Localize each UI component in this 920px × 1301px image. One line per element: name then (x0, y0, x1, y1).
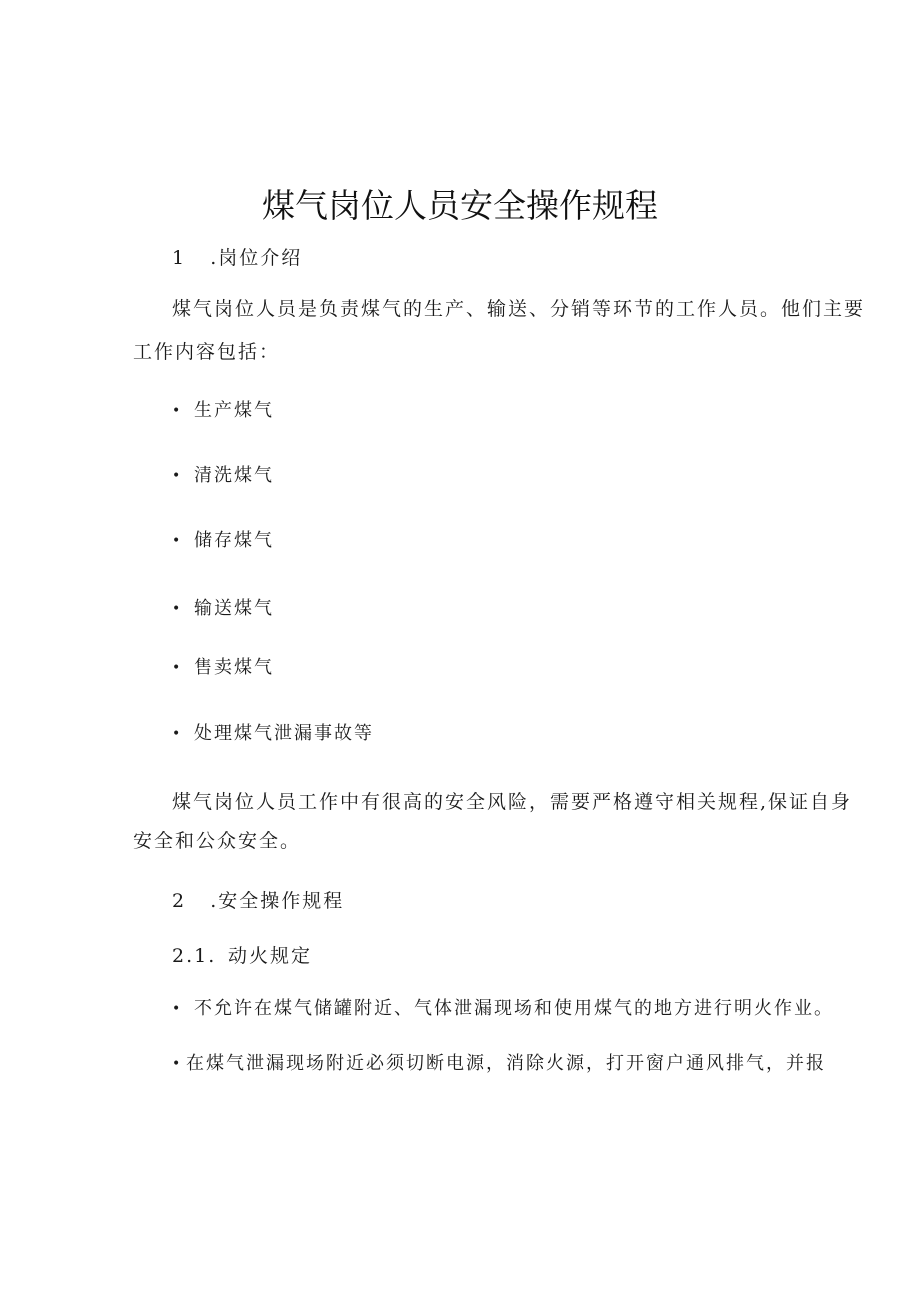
list-item-text: 清洗煤气 (194, 465, 274, 486)
list-item-text: 生产煤气 (194, 400, 274, 421)
rule-text: 不允许在煤气储罐附近、气体泄漏现场和使用煤气的地方进行明火作业。 (194, 998, 834, 1019)
subsection-2-1-title: 动火规定 (228, 945, 313, 967)
list-item (172, 719, 374, 745)
list-item (172, 396, 274, 422)
list-item-text: 售卖煤气 (194, 657, 274, 678)
bullet-icon: • (172, 726, 183, 742)
section-1-number: 1 (172, 247, 187, 269)
bullet-icon: • (172, 533, 183, 549)
risk-paragraph-line-1: 煤气岗位人员工作中有很高的安全风险，需要严格遵守相关规程,保证自身 (172, 791, 853, 813)
rule-item (172, 1049, 826, 1075)
section-2-heading (172, 886, 344, 913)
bullet-icon: • (172, 1001, 183, 1017)
section-1-heading (172, 243, 302, 270)
bullet-icon: • (172, 601, 183, 617)
list-item-text: 处理煤气泄漏事故等 (194, 723, 374, 744)
bullet-icon: • (172, 403, 183, 419)
list-item (172, 653, 274, 679)
list-item (172, 526, 274, 552)
list-item-text: 输送煤气 (194, 598, 274, 619)
intro-paragraph-line-1: 煤气岗位人员是负责煤气的生产、输送、分销等环节的工作人员。他们主要 (172, 298, 866, 320)
subsection-2-1-heading (172, 941, 312, 968)
section-2-number: 2 (172, 890, 187, 912)
rule-text: 在煤气泄漏现场附近必须切断电源，消除火源，打开窗户通风排气，并报 (186, 1053, 826, 1074)
risk-paragraph-line-2: 安全和公众安全。 (133, 830, 302, 852)
subsection-2-1-number: 2.1. (172, 945, 217, 967)
document-title: 煤气岗位人员安全操作规程 (262, 186, 658, 225)
list-item (172, 594, 274, 620)
bullet-icon: • (172, 1056, 183, 1072)
section-1-title: .岗位介绍 (210, 247, 303, 269)
section-2-title: .安全操作规程 (210, 890, 345, 912)
list-item (172, 461, 274, 487)
bullet-icon: • (172, 468, 183, 484)
rule-item (172, 994, 834, 1020)
bullet-icon: • (172, 660, 183, 676)
list-item-text: 储存煤气 (194, 530, 274, 551)
intro-paragraph-line-2: 工作内容包括： (133, 341, 281, 363)
